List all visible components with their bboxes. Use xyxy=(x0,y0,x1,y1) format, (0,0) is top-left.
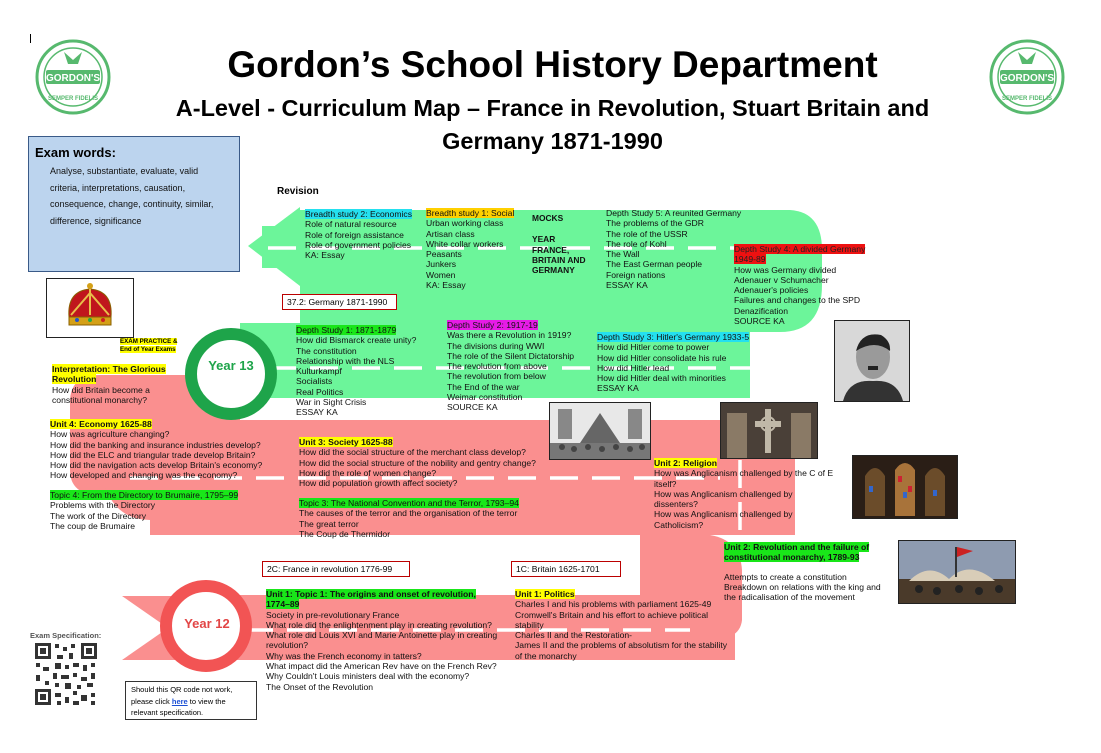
year13-label: Year 13 xyxy=(208,358,254,373)
list-item: of the monarchy xyxy=(515,650,577,661)
exam-words-line: criteria, interpretations, causation, xyxy=(50,182,186,193)
list-item: The revolution from below xyxy=(447,371,546,382)
page-title: Gordon’s School History Department xyxy=(227,44,878,85)
list-item: ESSAY KA xyxy=(606,280,648,291)
depth-study-1 xyxy=(296,325,416,418)
crowd-engraving-photo xyxy=(549,402,651,460)
list-item: Charles II and the Restoration- xyxy=(515,630,633,641)
list-item: Artisan class xyxy=(426,228,475,239)
list-item: The role of the Silent Dictatorship xyxy=(447,350,575,361)
origins-title-line1: Unit 1: Topic 1: The origins and onset of revolution, xyxy=(266,589,476,599)
list-item: The work of the Directory xyxy=(50,510,146,521)
exam-practice-label xyxy=(120,338,177,354)
list-item: Society in pre-revolutionary France xyxy=(266,609,400,620)
list-item: What role did the enlightenment play in creating revolution? xyxy=(266,619,492,630)
depth-study-5-title: Depth Study 5: A reunited Germany xyxy=(606,208,742,218)
list-item: How did Bismarck create unity? xyxy=(296,335,417,346)
list-item: How developed and changing was the economy? xyxy=(50,470,238,481)
list-item: How did Hitler consolidate his rule xyxy=(597,352,727,363)
list-item: KA: Essay xyxy=(305,250,345,261)
list-item: The End of the war xyxy=(447,381,520,392)
hitler-photo xyxy=(834,320,910,402)
list-item: Socialists xyxy=(296,376,333,387)
list-item: Cromwell's Britain and his effort to achieve political xyxy=(515,609,709,620)
list-item: ESSAY KA xyxy=(296,407,338,418)
exam-words-line: Analyse, substantiate, evaluate, valid xyxy=(50,166,199,176)
list-item: The divisions during WWI xyxy=(447,340,545,351)
list-item: Adenauer v Schumacher xyxy=(734,274,829,285)
list-item: Real Politics xyxy=(296,386,344,397)
list-item: The problems of the GDR xyxy=(606,218,704,229)
list-item: How did the role of women change? xyxy=(299,467,437,478)
revolution-painting-photo xyxy=(898,540,1016,604)
qr-note-line1: Should this QR code not work, xyxy=(131,685,233,694)
interpretation-glorious xyxy=(52,364,172,405)
list-item: The causes of the terror and the organisation of the terror xyxy=(299,508,518,519)
crown-image xyxy=(46,278,134,338)
list-item: Role of natural resource xyxy=(305,219,397,230)
depth-study-3-title: Depth Study 3: Hitler's Germany 1933-5 xyxy=(597,332,750,342)
qr-note-box xyxy=(125,681,257,720)
list-item: KA: Essay xyxy=(426,280,466,291)
list-item: How did the social structure of the nobility and gentry change? xyxy=(299,457,536,468)
depth-study-2-title: Depth Study 2: 1917-19 xyxy=(447,320,538,330)
mocks-title: MOCKS xyxy=(532,213,564,223)
year13-ring xyxy=(191,334,271,414)
list-item: Charles I and his problems with parliament 1625-49 xyxy=(515,599,712,610)
list-item: How did Hitler lead xyxy=(597,362,670,373)
unit2-revolution xyxy=(724,542,881,602)
mocks-line: BRITAIN AND xyxy=(532,254,586,265)
tag-france: 2C: France in revolution 1776-99 xyxy=(262,561,410,577)
list-item: What impact did the American Rev have on the French Rev? xyxy=(266,661,497,672)
list-item: Catholicism? xyxy=(654,519,704,530)
list-item: Problems with the Directory xyxy=(50,500,156,511)
list-item: Foreign nations xyxy=(606,269,666,280)
text-cursor xyxy=(30,34,31,43)
list-item: James II and the problems of absolutism for the stability xyxy=(515,640,728,651)
topic3-terror-title: Topic 3: The National Convention and the Terror, 1793–94 xyxy=(299,498,519,508)
depth-study-3 xyxy=(597,332,749,394)
unit1-politics-title: Unit 1: Politics xyxy=(515,589,575,599)
list-item: How did Hitler deal with minorities xyxy=(597,373,726,384)
list-item: stability xyxy=(515,619,544,630)
exam-words-heading: Exam words: xyxy=(35,145,116,160)
unit1-politics xyxy=(515,589,727,661)
interpretation-title: Interpretation: The Glorious Revolution xyxy=(52,364,166,385)
school-logo-right xyxy=(988,38,1066,116)
list-item: The coup de Brumaire xyxy=(50,520,136,531)
depth-study-4-title: Depth Study 4: A divided Germany 1949-89 xyxy=(734,244,866,265)
list-item: SOURCE KA xyxy=(734,316,785,327)
list-item: White collar workers xyxy=(426,238,504,249)
list-item: Why was the French economy in tatters? xyxy=(266,650,422,661)
depth-study-2 xyxy=(447,320,574,413)
list-item: How was Anglicanism challenged by the C of E xyxy=(654,468,834,479)
mocks-line: GERMANY xyxy=(532,265,575,276)
qr-note-please: please click xyxy=(131,696,172,706)
list-item: How was Anglicanism challenged by xyxy=(654,509,793,520)
list-item: How was Germany divided xyxy=(734,264,837,275)
topic3-terror xyxy=(299,498,519,539)
unit2-religion-title: Unit 2: Religion xyxy=(654,458,718,468)
list-item: War in Sight Crisis xyxy=(296,397,367,408)
depth-study-4 xyxy=(734,244,874,326)
list-item: How was agriculture changing? xyxy=(50,429,170,440)
list-item: Women xyxy=(426,269,456,280)
list-item: The role of Kohl xyxy=(606,238,667,249)
list-item: How did Hitler come to power xyxy=(597,342,710,353)
mocks-line: FRANCE, xyxy=(532,244,570,255)
origins-title-line2: 1774–89 xyxy=(266,599,300,610)
tag-germany: 37.2: Germany 1871-1990 xyxy=(282,294,397,310)
stained-glass-photo xyxy=(852,455,958,519)
list-item: The constitution xyxy=(296,345,357,356)
list-item: Failures and changes to the SPD xyxy=(734,295,861,306)
list-item: The revolution from above xyxy=(447,361,547,372)
list-item: SOURCE KA xyxy=(447,402,498,413)
list-item: Urban working class xyxy=(426,218,504,229)
mocks-line: YEAR xyxy=(532,234,556,245)
list-item: Peasants xyxy=(426,249,462,260)
year12-label: Year 12 xyxy=(184,616,230,631)
exam-words-box xyxy=(28,136,240,272)
list-item: Role of government policies xyxy=(305,239,412,250)
list-item: itself? xyxy=(654,478,677,489)
list-item: The great terror xyxy=(299,518,359,529)
list-item: Relationship with the NLS xyxy=(296,355,395,366)
mocks-block xyxy=(532,213,586,275)
list-item: ESSAY KA xyxy=(597,383,639,394)
qr-code-icon[interactable] xyxy=(33,641,99,707)
list-item: How did the banking and insurance industries develop? xyxy=(50,439,261,450)
page-subtitle-line1: A-Level - Curriculum Map – France in Revolution, Stuart Britain and xyxy=(175,95,930,121)
unit4-economy-title: Unit 4: Economy 1625-88 xyxy=(50,419,152,429)
list-item: Breakdown on relations with the king and xyxy=(724,581,881,592)
list-item: constitutional monarchy? xyxy=(52,394,148,405)
list-item: How did Britain become a xyxy=(52,384,150,395)
list-item: How was Anglicanism challenged by xyxy=(654,488,793,499)
breadth-study-2-title: Breadth study 2: Economics xyxy=(305,209,412,219)
logo-bottom-text: SEMPER FIDELIS xyxy=(1001,96,1053,102)
list-item: Denazification xyxy=(734,305,788,316)
tag-britain: 1C: Britain 1625-1701 xyxy=(511,561,621,577)
list-item: Adenauer's policies xyxy=(734,285,809,296)
list-item: How did the navigation acts develop Britain's economy? xyxy=(50,460,263,471)
list-item: dissenters? xyxy=(654,499,698,510)
list-item: The role of the USSR xyxy=(606,228,688,239)
unit1-topic1-origins xyxy=(266,589,497,692)
exam-practice-line1: EXAM PRACTICE & xyxy=(120,338,178,345)
unit2-revolution-title-line1: Unit 2: Revolution and the failure of xyxy=(724,542,870,552)
list-item: How did the ELC and triangular trade develop Britain? xyxy=(50,449,256,460)
logo-top-text: GORDON'S xyxy=(45,73,101,84)
exam-words-line: consequence, change, continuity, similar, xyxy=(50,199,214,209)
breadth-study-2 xyxy=(305,209,412,260)
list-item: Junkers xyxy=(426,259,457,270)
unit2-revolution-title-line2: constitutional monarchy, 1789-93 xyxy=(724,552,860,563)
logo-top-text: GORDON'S xyxy=(999,73,1055,84)
list-item: Was there a Revolution in 1919? xyxy=(447,330,572,341)
breadth-study-1 xyxy=(426,208,514,290)
unit3-society-title: Unit 3: Society 1625-88 xyxy=(299,437,393,447)
logo-bottom-text: SEMPER FIDELIS xyxy=(47,96,99,102)
exam-words-line: difference, significance xyxy=(50,215,142,226)
topic4-directory xyxy=(50,490,238,531)
list-item: How did the social structure of the merchant class develop? xyxy=(299,447,526,458)
depth-study-5 xyxy=(606,208,741,290)
list-item: What role did Louis XVI and Marie Antoinette play in creating xyxy=(266,630,498,641)
qr-note-line3: relevant specification. xyxy=(131,708,204,717)
depth-study-1-title: Depth Study 1: 1871-1879 xyxy=(296,325,397,335)
page-subtitle-line2: Germany 1871-1990 xyxy=(442,128,663,154)
list-item: the radicalisation of the movement xyxy=(724,592,855,603)
church-cross-photo xyxy=(720,402,818,459)
unit4-economy xyxy=(50,419,262,481)
list-item: Attempts to create a constitution xyxy=(724,571,847,582)
topic4-directory-title: Topic 4: From the Directory to Brumaire, 1795–99 xyxy=(50,490,239,500)
list-item: How did population growth affect society? xyxy=(299,478,458,489)
exam-practice-line2: End of Year Exams xyxy=(120,346,176,353)
breadth-study-1-title: Breadth study 1: Social xyxy=(426,208,515,218)
spec-link[interactable]: here xyxy=(171,696,188,706)
list-item: Weimar constitution xyxy=(447,392,523,403)
list-item: The Wall xyxy=(606,249,640,260)
unit3-society xyxy=(299,437,536,488)
list-item: Role of foreign assistance xyxy=(305,229,404,240)
school-logo-left xyxy=(34,38,112,116)
crown-icon xyxy=(47,279,133,337)
revision-label: Revision xyxy=(277,186,319,197)
list-item: The Coup de Thermidor xyxy=(299,528,391,539)
list-item: The Onset of the Revolution xyxy=(266,681,374,692)
unit2-religion xyxy=(654,458,833,530)
list-item: Why Couldn't Louis ministers deal with the economy? xyxy=(266,671,470,682)
list-item: Kulturkampf xyxy=(296,366,342,377)
list-item: revolution? xyxy=(266,640,309,651)
qr-note-view: to view the xyxy=(187,696,226,706)
list-item: The East German people xyxy=(606,259,703,270)
exam-spec-label: Exam Specification: xyxy=(30,631,102,640)
